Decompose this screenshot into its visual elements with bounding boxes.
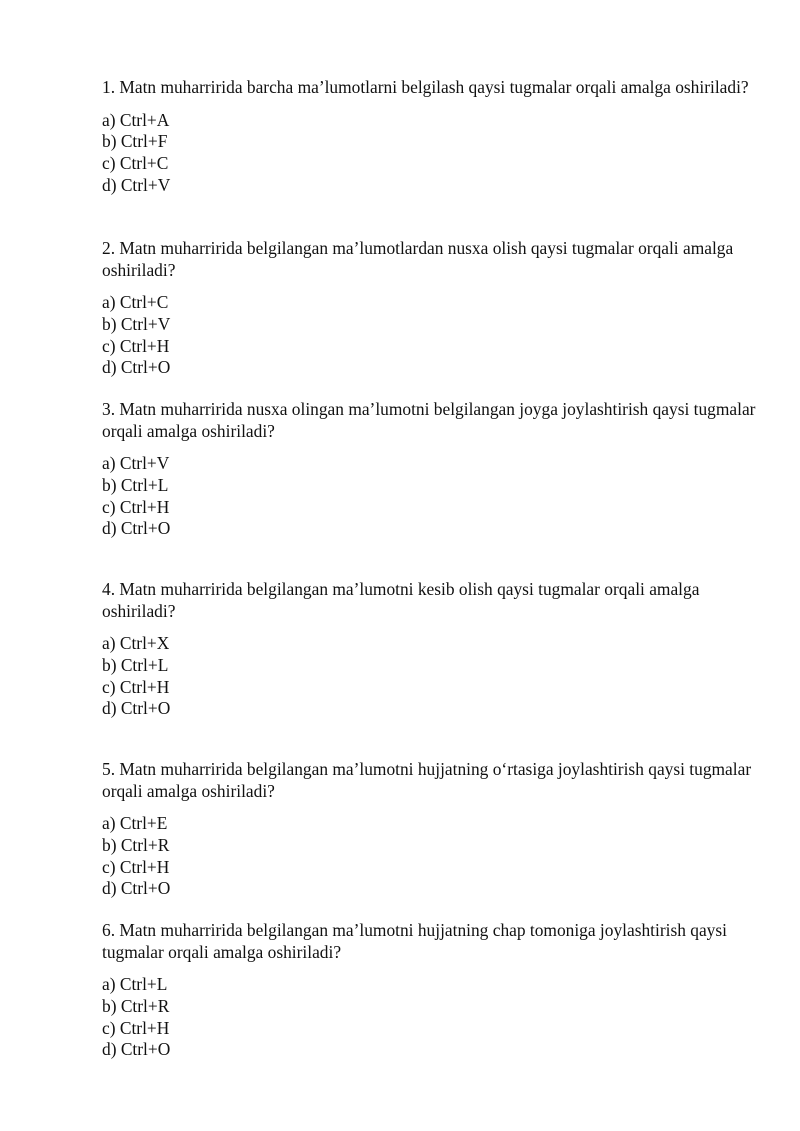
option-b: b) Ctrl+F — [102, 131, 168, 152]
option-c: c) Ctrl+H — [102, 856, 170, 877]
question-1 — [102, 77, 762, 197]
option-a: a) Ctrl+C — [102, 292, 169, 312]
option-b: b) Ctrl+L — [102, 474, 169, 495]
option-b: b) Ctrl+V — [102, 313, 171, 334]
question-3 — [102, 399, 762, 540]
answer-options — [102, 110, 762, 197]
option-c: c) Ctrl+H — [102, 335, 170, 356]
option-d: d) Ctrl+V — [102, 174, 171, 195]
option-c: c) Ctrl+C — [102, 153, 169, 174]
answer-options — [102, 453, 762, 540]
option-d: d) Ctrl+O — [102, 518, 171, 539]
question-text: 3. Matn muharririda nusxa olingan ma’lumotni belgilangan joyga joylashtirish qaysi tugmalar orqali amalga oshiriladi? — [102, 399, 756, 441]
option-a: a) Ctrl+L — [102, 974, 168, 994]
option-a: a) Ctrl+E — [102, 813, 168, 833]
question-6 — [102, 920, 762, 1061]
option-a: a) Ctrl+X — [102, 633, 170, 653]
answer-options — [102, 974, 762, 1061]
question-text: 2. Matn muharririda belgilangan ma’lumotlardan nusxa olish qaysi tugmalar orqali amalga oshiriladi? — [102, 238, 734, 280]
question-text: 4. Matn muharririda belgilangan ma’lumotni kesib olish qaysi tugmalar orqali amalga oshiriladi? — [102, 579, 700, 621]
question-2 — [102, 238, 762, 379]
option-b: b) Ctrl+R — [102, 995, 170, 1016]
option-d: d) Ctrl+O — [102, 1039, 171, 1060]
option-c: c) Ctrl+H — [102, 496, 170, 517]
question-4 — [102, 579, 762, 720]
option-a: a) Ctrl+A — [102, 109, 170, 130]
option-d: d) Ctrl+O — [102, 878, 171, 899]
question-5 — [102, 759, 762, 900]
option-a: a) Ctrl+V — [102, 453, 170, 473]
option-b: b) Ctrl+L — [102, 654, 169, 675]
option-b: b) Ctrl+R — [102, 834, 170, 855]
option-d: d) Ctrl+O — [102, 698, 171, 719]
question-text: 5. Matn muharririda belgilangan ma’lumotni hujjatning o‘rtasiga joylashtirish qaysi tugmalar orqali amalga oshiriladi? — [102, 759, 752, 801]
option-c: c) Ctrl+H — [102, 1017, 170, 1038]
question-text: 6. Matn muharririda belgilangan ma’lumotni hujjatning chap tomoniga joylashtirish qaysi tugmalar orqali amalga oshiriladi? — [102, 920, 727, 962]
answer-options — [102, 813, 762, 900]
option-d: d) Ctrl+O — [102, 357, 171, 378]
option-c: c) Ctrl+H — [102, 676, 170, 697]
answer-options — [102, 292, 762, 379]
answer-options — [102, 633, 762, 720]
question-text: 1. Matn muharririda barcha ma’lumotlarni belgilash qaysi tugmalar orqali amalga oshiriladi? — [102, 77, 749, 97]
